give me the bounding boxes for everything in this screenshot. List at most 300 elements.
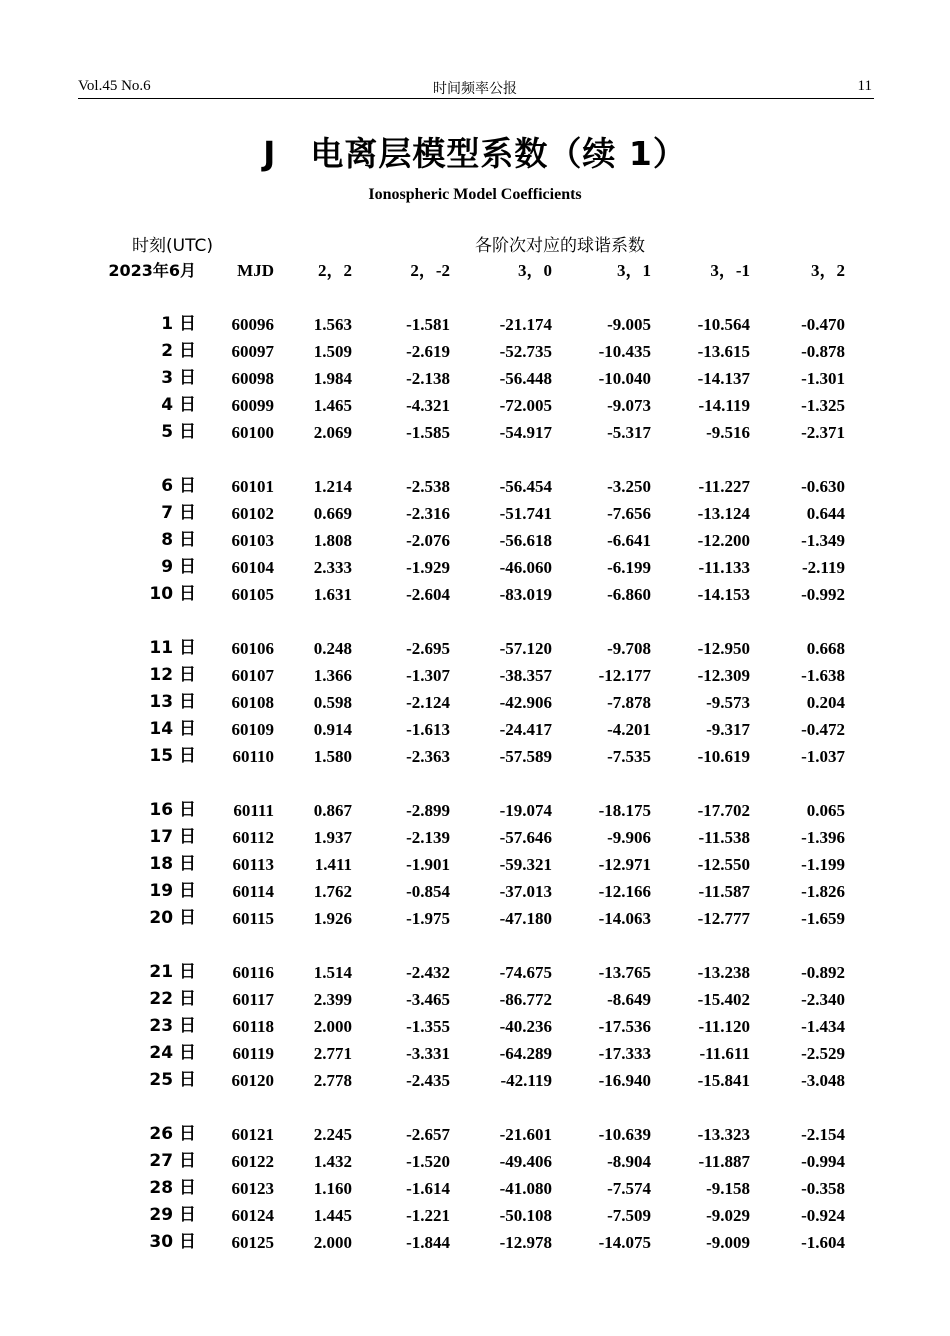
coefficient-cell: -0.924 (801, 1206, 845, 1225)
table-row (96, 1067, 845, 1094)
table-row (96, 581, 845, 608)
coefficient-cell: -14.119 (698, 396, 750, 415)
mjd-cell: 60119 (232, 1044, 274, 1063)
date-cell: 9 日 (161, 557, 196, 577)
coefficient-cell: -9.906 (607, 828, 651, 847)
coefficient-cell: -49.406 (499, 1152, 552, 1171)
coefficient-cell: -0.878 (801, 342, 845, 361)
column-header-2-neg2: 2，-2 (410, 261, 450, 280)
coefficient-cell: 1.937 (313, 828, 352, 847)
coefficient-cell: -57.646 (499, 828, 552, 847)
coefficient-cell: -12.950 (697, 639, 750, 658)
coefficient-cell: -17.333 (598, 1044, 651, 1063)
coefficient-cell: 0.598 (313, 693, 352, 712)
date-cell: 26 日 (149, 1124, 196, 1144)
coefficient-cell: -9.516 (706, 423, 750, 442)
coefficient-cell: -10.619 (697, 747, 750, 766)
coefficient-cell: -13.765 (598, 963, 651, 982)
coefficient-cell: -10.564 (697, 315, 750, 334)
group-spacer (96, 608, 845, 635)
coefficient-cell: -1.826 (801, 882, 845, 901)
mjd-cell: 60121 (231, 1125, 274, 1144)
table-row (96, 824, 845, 851)
coefficient-cell: -2.529 (801, 1044, 845, 1063)
coefficient-cell: -13.124 (697, 504, 750, 523)
coefficient-cell: -9.009 (706, 1233, 750, 1252)
table-body (96, 284, 845, 1256)
date-cell: 25 日 (149, 1070, 196, 1090)
table-row (96, 500, 845, 527)
coefficient-cell: -11.133 (698, 558, 750, 577)
table-row (96, 1175, 845, 1202)
table-row (96, 959, 845, 986)
coefficient-caption: 各阶次对应的球谐系数 (475, 236, 645, 256)
date-cell: 1 日 (161, 314, 196, 334)
column-header-3-0: 3，0 (518, 261, 552, 280)
coefficient-cell: 0.065 (806, 801, 845, 820)
coefficient-cell: -57.589 (499, 747, 552, 766)
coefficient-cell: 1.445 (313, 1206, 352, 1225)
coefficient-cell: -2.119 (802, 558, 845, 577)
coefficient-cell: -2.124 (406, 693, 450, 712)
date-cell: 16 日 (149, 800, 196, 820)
date-cell: 28 日 (149, 1178, 196, 1198)
coefficient-cell: -8.649 (607, 990, 651, 1009)
mjd-cell: 60109 (231, 720, 274, 739)
coefficient-cell: -41.080 (499, 1179, 552, 1198)
coefficient-cell: -59.321 (499, 855, 552, 874)
date-cell: 4 日 (161, 395, 196, 415)
coefficient-cell: -0.854 (406, 882, 450, 901)
coefficient-cell: -1.037 (801, 747, 845, 766)
mjd-cell: 60099 (231, 396, 274, 415)
coefficient-cell: -56.454 (499, 477, 552, 496)
coefficient-cell: -1.434 (801, 1017, 845, 1036)
header-volume: Vol.45 No.6 (78, 78, 151, 94)
coefficient-cell: 1.984 (313, 369, 352, 388)
mjd-cell: 60116 (232, 963, 274, 982)
coefficient-cell: -52.735 (499, 342, 552, 361)
table-row (96, 311, 845, 338)
coefficient-cell: -9.708 (607, 639, 651, 658)
coefficient-cell: -21.601 (499, 1125, 552, 1144)
group-spacer (96, 284, 845, 311)
date-cell: 20 日 (149, 908, 196, 928)
coefficient-cell: -74.675 (499, 963, 552, 982)
coefficient-cell: -0.630 (801, 477, 845, 496)
date-cell: 17 日 (149, 827, 196, 847)
coefficient-cell: -7.878 (607, 693, 651, 712)
table-row (96, 527, 845, 554)
date-cell: 19 日 (149, 881, 196, 901)
coefficient-cell: 1.411 (314, 855, 352, 874)
table-row (96, 797, 845, 824)
mjd-cell: 60106 (231, 639, 274, 658)
coefficient-cell: -1.355 (406, 1017, 450, 1036)
coefficient-cell: -14.075 (598, 1233, 651, 1252)
coefficient-cell: -14.063 (598, 909, 651, 928)
header-divider (78, 98, 874, 99)
coefficient-cell: -1.638 (801, 666, 845, 685)
coefficient-cell: -12.177 (598, 666, 651, 685)
coefficient-cell: -11.227 (698, 477, 750, 496)
coefficient-cell: -1.301 (801, 369, 845, 388)
coefficient-cell: -12.777 (697, 909, 750, 928)
table-row (96, 338, 845, 365)
coefficient-cell: -12.971 (598, 855, 651, 874)
coefficient-cell: -14.153 (697, 585, 750, 604)
coefficient-cell: -7.656 (607, 504, 651, 523)
coefficient-cell: -11.887 (698, 1152, 750, 1171)
table-row (96, 473, 845, 500)
date-cell: 23 日 (149, 1016, 196, 1036)
group-spacer-cell (96, 770, 845, 797)
table-row (96, 419, 845, 446)
group-spacer-cell (96, 932, 845, 959)
coefficient-cell: -13.238 (697, 963, 750, 982)
table-row (96, 1013, 845, 1040)
table-row (96, 1229, 845, 1256)
coefficient-cell: -2.340 (801, 990, 845, 1009)
coefficient-cell: -50.108 (499, 1206, 552, 1225)
coefficient-cell: -12.978 (499, 1233, 552, 1252)
table-row (96, 689, 845, 716)
table-row (96, 851, 845, 878)
mjd-cell: 60101 (231, 477, 274, 496)
mjd-cell: 60105 (231, 585, 274, 604)
date-cell: 13 日 (149, 692, 196, 712)
page-title: J 电离层模型系数（续 1） (263, 134, 687, 173)
header-page-number: 11 (857, 78, 872, 94)
coefficient-cell: -14.137 (697, 369, 750, 388)
coefficient-cell: -2.432 (406, 963, 450, 982)
coefficient-cell: -12.166 (598, 882, 651, 901)
mjd-cell: 60100 (231, 423, 274, 442)
coefficient-cell: 1.509 (313, 342, 352, 361)
coefficient-cell: -15.402 (697, 990, 750, 1009)
mjd-cell: 60096 (231, 315, 274, 334)
coefficient-cell: 2.000 (313, 1233, 352, 1252)
date-cell: 12 日 (149, 665, 196, 685)
coefficient-cell: -0.470 (801, 315, 845, 334)
coefficient-cell: -37.013 (499, 882, 552, 901)
coefficient-cell: -9.005 (607, 315, 651, 334)
coefficient-cell: -0.992 (801, 585, 845, 604)
coefficient-cell: -11.587 (698, 882, 750, 901)
coefficient-cell: 1.631 (313, 585, 352, 604)
coefficient-cell: -2.363 (406, 747, 450, 766)
column-header-date: 2023年6月 (108, 261, 196, 280)
column-header-3-2: 3，2 (811, 261, 845, 280)
table-row (96, 743, 845, 770)
column-header-mjd: MJD (237, 261, 274, 280)
coefficient-cell: -2.371 (801, 423, 845, 442)
coefficient-cell: 1.926 (313, 909, 352, 928)
date-cell: 7 日 (161, 503, 196, 523)
coefficient-cell: -17.702 (697, 801, 750, 820)
coefficient-cell: -1.396 (801, 828, 845, 847)
coefficient-cell: -46.060 (499, 558, 552, 577)
coefficient-cell: -0.892 (801, 963, 845, 982)
coefficient-cell: -42.906 (499, 693, 552, 712)
date-cell: 29 日 (149, 1205, 196, 1225)
date-cell: 8 日 (161, 530, 196, 550)
coefficient-cell: -57.120 (499, 639, 552, 658)
coefficient-cell: -11.120 (698, 1017, 750, 1036)
coefficient-cell: -1.307 (406, 666, 450, 685)
coefficient-cell: -4.201 (607, 720, 651, 739)
coefficient-cell: -1.659 (801, 909, 845, 928)
coefficient-cell: 1.514 (313, 963, 352, 982)
table-row (96, 1121, 845, 1148)
coefficient-cell: -1.975 (406, 909, 450, 928)
table-header-row (96, 257, 845, 284)
coefficient-cell: 0.668 (806, 639, 845, 658)
date-cell: 22 日 (149, 989, 196, 1009)
mjd-cell: 60110 (232, 747, 274, 766)
coefficient-cell: -56.448 (499, 369, 552, 388)
date-cell: 3 日 (161, 368, 196, 388)
table-row (96, 716, 845, 743)
table-row (96, 986, 845, 1013)
coefficient-cell: -0.994 (801, 1152, 845, 1171)
coefficient-cell: 2.399 (313, 990, 352, 1009)
coefficient-cell: -40.236 (499, 1017, 552, 1036)
date-cell: 5 日 (161, 422, 196, 442)
header-journal-title: 时间频率公报 (433, 81, 517, 97)
coefficient-cell: -86.772 (499, 990, 552, 1009)
coefficient-cell: -24.417 (499, 720, 552, 739)
coefficient-cell: -15.841 (697, 1071, 750, 1090)
coefficient-cell: -6.199 (607, 558, 651, 577)
coefficient-cell: -38.357 (499, 666, 552, 685)
coefficient-cell: -9.073 (607, 396, 651, 415)
coefficient-cell: -9.029 (706, 1206, 750, 1225)
coefficient-cell: -10.639 (598, 1125, 651, 1144)
group-spacer-cell (96, 284, 845, 311)
coefficient-cell: 1.762 (313, 882, 352, 901)
coefficient-cell: -2.695 (406, 639, 450, 658)
mjd-cell: 60098 (231, 369, 274, 388)
coefficient-cell: -2.139 (406, 828, 450, 847)
date-cell: 24 日 (149, 1043, 196, 1063)
mjd-cell: 60117 (232, 990, 274, 1009)
mjd-cell: 60107 (231, 666, 274, 685)
coefficient-cell: -3.331 (406, 1044, 450, 1063)
coefficient-cell: 1.808 (313, 531, 352, 550)
coefficient-cell: -54.917 (499, 423, 552, 442)
coefficient-cell: -42.119 (500, 1071, 552, 1090)
coefficient-cell: -11.538 (698, 828, 750, 847)
coefficient-cell: -16.940 (598, 1071, 651, 1090)
coefficient-cell: -1.520 (406, 1152, 450, 1171)
coefficient-cell: -1.613 (406, 720, 450, 739)
group-spacer (96, 1094, 845, 1121)
coefficient-cell: -3.250 (607, 477, 651, 496)
coefficient-cell: 1.563 (313, 315, 352, 334)
coefficient-cell: -1.325 (801, 396, 845, 415)
table-row (96, 662, 845, 689)
coefficient-cell: 1.580 (313, 747, 352, 766)
coefficient-cell: -1.221 (406, 1206, 450, 1225)
mjd-cell: 60102 (231, 504, 274, 523)
date-cell: 14 日 (149, 719, 196, 739)
coefficient-cell: -1.844 (406, 1233, 450, 1252)
coefficient-cell: -9.158 (706, 1179, 750, 1198)
coefficient-cell: -6.641 (607, 531, 651, 550)
mjd-cell: 60104 (231, 558, 274, 577)
coefficient-cell: -12.550 (697, 855, 750, 874)
mjd-cell: 60120 (231, 1071, 274, 1090)
coefficient-cell: 0.914 (313, 720, 352, 739)
column-header-2-2: 2，2 (318, 261, 352, 280)
coefficient-cell: -2.076 (406, 531, 450, 550)
coefficient-cell: -9.317 (706, 720, 750, 739)
table-row (96, 1202, 845, 1229)
column-header-3-1: 3，1 (617, 261, 651, 280)
coefficient-cell: 1.465 (313, 396, 352, 415)
coefficient-cell: -4.321 (406, 396, 450, 415)
coefficient-cell: -12.200 (697, 531, 750, 550)
coefficient-cell: -1.614 (406, 1179, 450, 1198)
coefficient-cell: -18.175 (598, 801, 651, 820)
group-spacer-cell (96, 446, 845, 473)
coefficient-cell: -56.618 (499, 531, 552, 550)
coefficient-cell: -9.573 (706, 693, 750, 712)
coefficient-cell: 1.214 (313, 477, 352, 496)
group-spacer-cell (96, 608, 845, 635)
date-cell: 15 日 (149, 746, 196, 766)
table-row (96, 1148, 845, 1175)
coefficient-cell: 0.669 (313, 504, 352, 523)
coefficient-cell: -2.604 (406, 585, 450, 604)
mjd-cell: 60103 (231, 531, 274, 550)
group-spacer-cell (96, 1094, 845, 1121)
mjd-cell: 60125 (231, 1233, 274, 1252)
table-row (96, 1040, 845, 1067)
mjd-cell: 60115 (232, 909, 274, 928)
mjd-cell: 60114 (232, 882, 274, 901)
coefficient-cell: -1.604 (801, 1233, 845, 1252)
coefficient-cell: -83.019 (499, 585, 552, 604)
coefficient-cell: 2.000 (313, 1017, 352, 1036)
coefficient-cell: 0.867 (313, 801, 352, 820)
coefficient-cell: -1.199 (801, 855, 845, 874)
page-subtitle: Ionospheric Model Coefficients (368, 186, 582, 203)
date-cell: 21 日 (149, 962, 196, 982)
coefficient-cell: -2.435 (406, 1071, 450, 1090)
coefficient-cell: -2.619 (406, 342, 450, 361)
table-row (96, 365, 845, 392)
coefficient-table (96, 257, 845, 1256)
coefficient-cell: -7.574 (607, 1179, 651, 1198)
date-cell: 11 日 (149, 638, 196, 658)
date-cell: 2 日 (161, 341, 196, 361)
table-row (96, 392, 845, 419)
coefficient-cell: -64.289 (499, 1044, 552, 1063)
mjd-cell: 60118 (232, 1017, 274, 1036)
coefficient-cell: -51.741 (499, 504, 552, 523)
mjd-cell: 60122 (231, 1152, 274, 1171)
coefficient-cell: -5.317 (607, 423, 651, 442)
mjd-cell: 60108 (231, 693, 274, 712)
coefficient-cell: -3.465 (406, 990, 450, 1009)
table-row (96, 905, 845, 932)
coefficient-cell: -21.174 (499, 315, 552, 334)
coefficient-cell: -2.316 (406, 504, 450, 523)
coefficient-cell: -1.581 (406, 315, 450, 334)
coefficient-cell: -1.901 (406, 855, 450, 874)
coefficient-cell: -2.899 (406, 801, 450, 820)
coefficient-cell: -1.349 (801, 531, 845, 550)
coefficient-cell: 2.333 (313, 558, 352, 577)
coefficient-cell: -2.538 (406, 477, 450, 496)
mjd-cell: 60123 (231, 1179, 274, 1198)
coefficient-cell: -7.535 (607, 747, 651, 766)
coefficient-cell: -47.180 (499, 909, 552, 928)
table-row (96, 554, 845, 581)
coefficient-cell: -13.615 (697, 342, 750, 361)
date-cell: 18 日 (149, 854, 196, 874)
coefficient-cell: 0.248 (313, 639, 352, 658)
coefficient-cell: 2.771 (313, 1044, 352, 1063)
coefficient-cell: 2.069 (313, 423, 352, 442)
group-spacer (96, 446, 845, 473)
coefficient-cell: -13.323 (697, 1125, 750, 1144)
coefficient-cell: -8.904 (607, 1152, 651, 1171)
mjd-cell: 60112 (232, 828, 274, 847)
coefficient-cell: -2.138 (406, 369, 450, 388)
coefficient-cell: 2.245 (313, 1125, 352, 1144)
coefficient-cell: 1.366 (313, 666, 352, 685)
coefficient-cell: -11.611 (699, 1044, 750, 1063)
column-header-3-neg1: 3，-1 (710, 261, 750, 280)
coefficient-cell: -10.435 (598, 342, 651, 361)
mjd-cell: 60097 (231, 342, 274, 361)
date-cell: 6 日 (161, 476, 196, 496)
date-cell: 30 日 (149, 1232, 196, 1252)
coefficient-cell: 2.778 (313, 1071, 352, 1090)
coefficient-cell: -1.585 (406, 423, 450, 442)
coefficient-cell: 0.204 (806, 693, 845, 712)
coefficient-cell: -12.309 (697, 666, 750, 685)
coefficient-cell: -19.074 (499, 801, 552, 820)
coefficient-cell: -7.509 (607, 1206, 651, 1225)
coefficient-cell: 1.160 (313, 1179, 352, 1198)
coefficient-cell: -0.358 (801, 1179, 845, 1198)
coefficient-cell: 1.432 (313, 1152, 352, 1171)
coefficient-cell: -3.048 (801, 1071, 845, 1090)
time-caption: 时刻(UTC) (132, 236, 213, 256)
coefficient-cell: -0.472 (801, 720, 845, 739)
coefficient-cell: -1.929 (406, 558, 450, 577)
mjd-cell: 60113 (232, 855, 274, 874)
mjd-cell: 60111 (233, 801, 274, 820)
coefficient-cell: -10.040 (598, 369, 651, 388)
coefficient-cell: 0.644 (806, 504, 845, 523)
coefficient-cell: -17.536 (598, 1017, 651, 1036)
table-row (96, 635, 845, 662)
group-spacer (96, 770, 845, 797)
coefficient-cell: -6.860 (607, 585, 651, 604)
group-spacer (96, 932, 845, 959)
date-cell: 27 日 (149, 1151, 196, 1171)
table-row (96, 878, 845, 905)
coefficient-cell: -2.657 (406, 1125, 450, 1144)
date-cell: 10 日 (149, 584, 196, 604)
coefficient-cell: -72.005 (499, 396, 552, 415)
mjd-cell: 60124 (231, 1206, 274, 1225)
